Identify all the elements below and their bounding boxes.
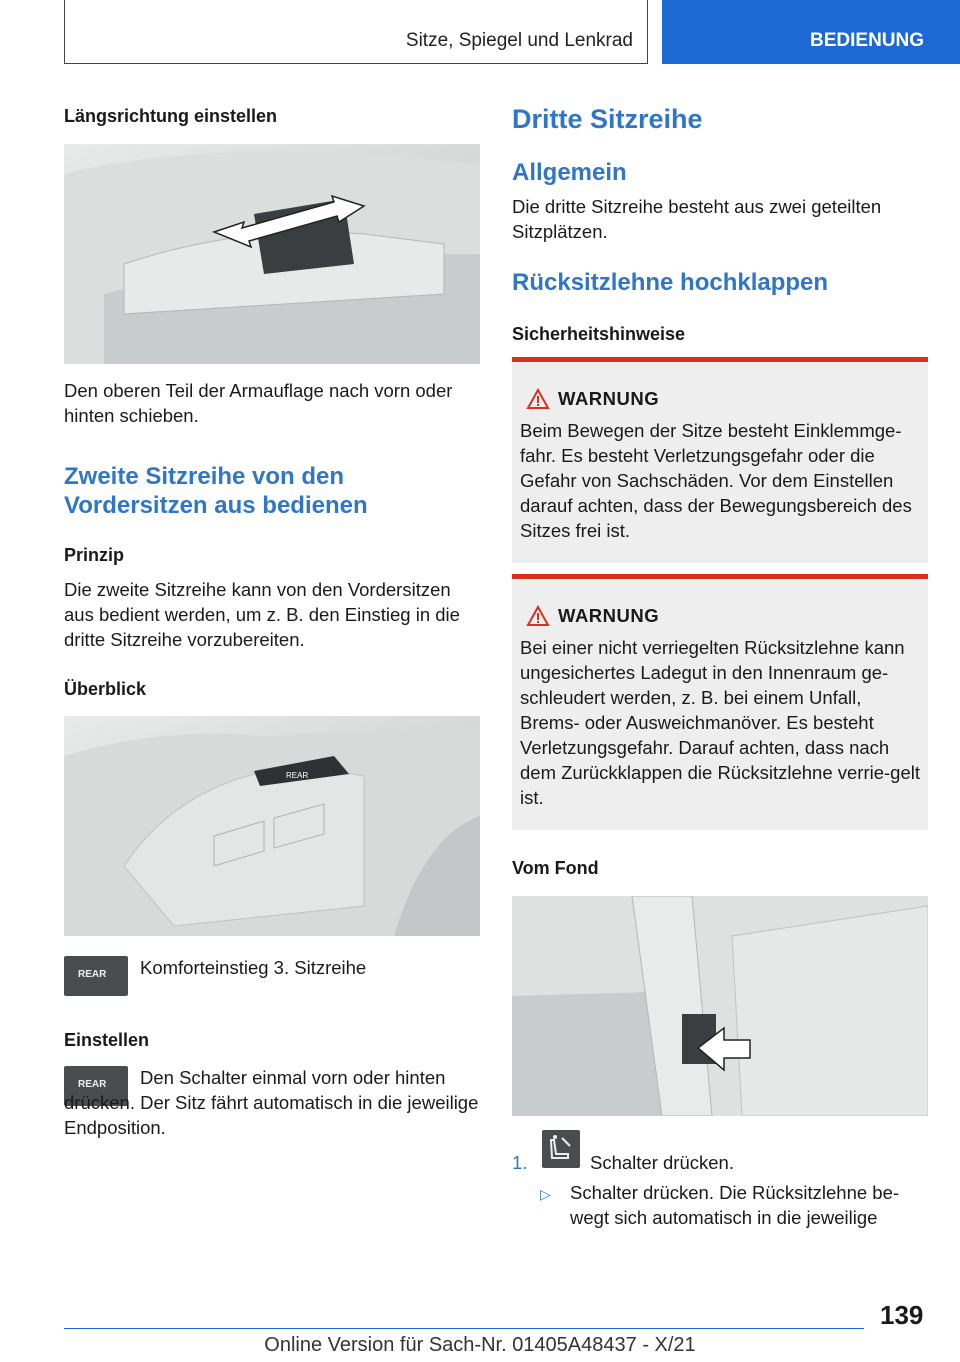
warning-text-1: Beim Bewegen der Sitze besteht Einklemmge-fahr. Es besteht Verletzungsgefahr oder die Gefahr von Sachschäden. Vor dem Einstellen darauf achten, dass der Bewegungsbereich des Sitzes frei ist. <box>520 420 912 541</box>
svg-text:REAR: REAR <box>286 771 309 780</box>
warning-triangle-icon <box>526 605 550 627</box>
heading-ruecksitzlehne: Rücksitzlehne hochklappen <box>512 269 829 296</box>
heading-allgemein: Allgemein <box>512 159 627 186</box>
warning-title-2: WARNUNG <box>558 605 660 626</box>
door-panel-image <box>64 716 480 936</box>
heading-laengsrichtung: Längsrichtung einstellen <box>64 106 278 126</box>
header-box <box>64 0 648 64</box>
section-tab-label: BEDIENUNG <box>810 30 925 51</box>
bullet-arrow: ▷ <box>540 1186 551 1202</box>
heading-sicherheitshinweise: Sicherheitshinweise <box>512 324 686 344</box>
paragraph-einstellen-text: Den Schalter einmal vorn oder hinten drücken. Der Sitz fährt automatisch in die jeweilige Endposition. <box>64 1067 479 1138</box>
paragraph-prinzip: Die zweite Sitzreihe kann von den Vordersitzen aus bedient werden, um z. B. den Einstieg in die dritte Sitzreihe vorzubereiten. <box>64 579 460 650</box>
paragraph-allgemein: Die dritte Sitzreihe besteht aus zwei geteilten Sitzplätzen. <box>512 196 882 242</box>
footer-divider <box>64 1328 864 1329</box>
warning-text-2: Bei einer nicht verriegelten Rücksitzlehne kann ungesichertes Ladegut in den Innenraum ge-schleudert werden, z. B. bei einem Unfall, Brems- oder Ausweichmanöver. Es besteht Verletzungsgefahr. Darauf achten, dass nach dem Zurückklappen die Rücksitzlehne verrie-gelt ist. <box>520 637 920 808</box>
heading-dritte-sitzreihe: Dritte Sitzreihe <box>512 104 703 134</box>
heading-vom-fond: Vom Fond <box>512 858 599 878</box>
warning-triangle-icon <box>526 388 550 410</box>
heading-zweite-sitzreihe: Zweite Sitzreihe von den Vordersitzen aus bedienen <box>64 463 368 519</box>
rear-button-label: REAR <box>78 969 107 980</box>
rear-button-icon <box>64 956 128 996</box>
paragraph-armauflage: Den oberen Teil der Armauflage nach vorn oder hinten schieben. <box>64 380 453 426</box>
komforteinstieg-text: Komforteinstieg 3. Sitzreihe <box>140 957 367 978</box>
warning-box-2 <box>512 574 928 830</box>
bullet-text: Schalter drücken. Die Rücksitzlehne be-wegt sich automatisch in die jeweilige <box>570 1182 900 1228</box>
heading-prinzip: Prinzip <box>64 545 125 565</box>
seat-fold-icon <box>542 1130 580 1168</box>
rear-button-label-2: REAR <box>78 1079 107 1090</box>
heading-einstellen: Einstellen <box>64 1030 150 1050</box>
rear-seat-image <box>512 896 928 1116</box>
armrest-image <box>64 144 480 364</box>
section-tab <box>662 0 960 64</box>
paragraph-einstellen <box>64 1065 480 1140</box>
section-title: Sitze, Spiegel und Lenkrad <box>405 30 633 51</box>
step-1-text: Schalter drücken. <box>590 1152 734 1173</box>
warning-box-1 <box>512 357 928 563</box>
footer-online-version: Online Version für Sach-Nr. 01405A48437 - X/21 <box>264 1334 696 1356</box>
heading-ueberblick: Überblick <box>64 679 147 699</box>
step-1-number: 1. <box>512 1152 528 1173</box>
page-number: 139 <box>880 1300 924 1330</box>
warning-title-1: WARNUNG <box>558 388 660 409</box>
